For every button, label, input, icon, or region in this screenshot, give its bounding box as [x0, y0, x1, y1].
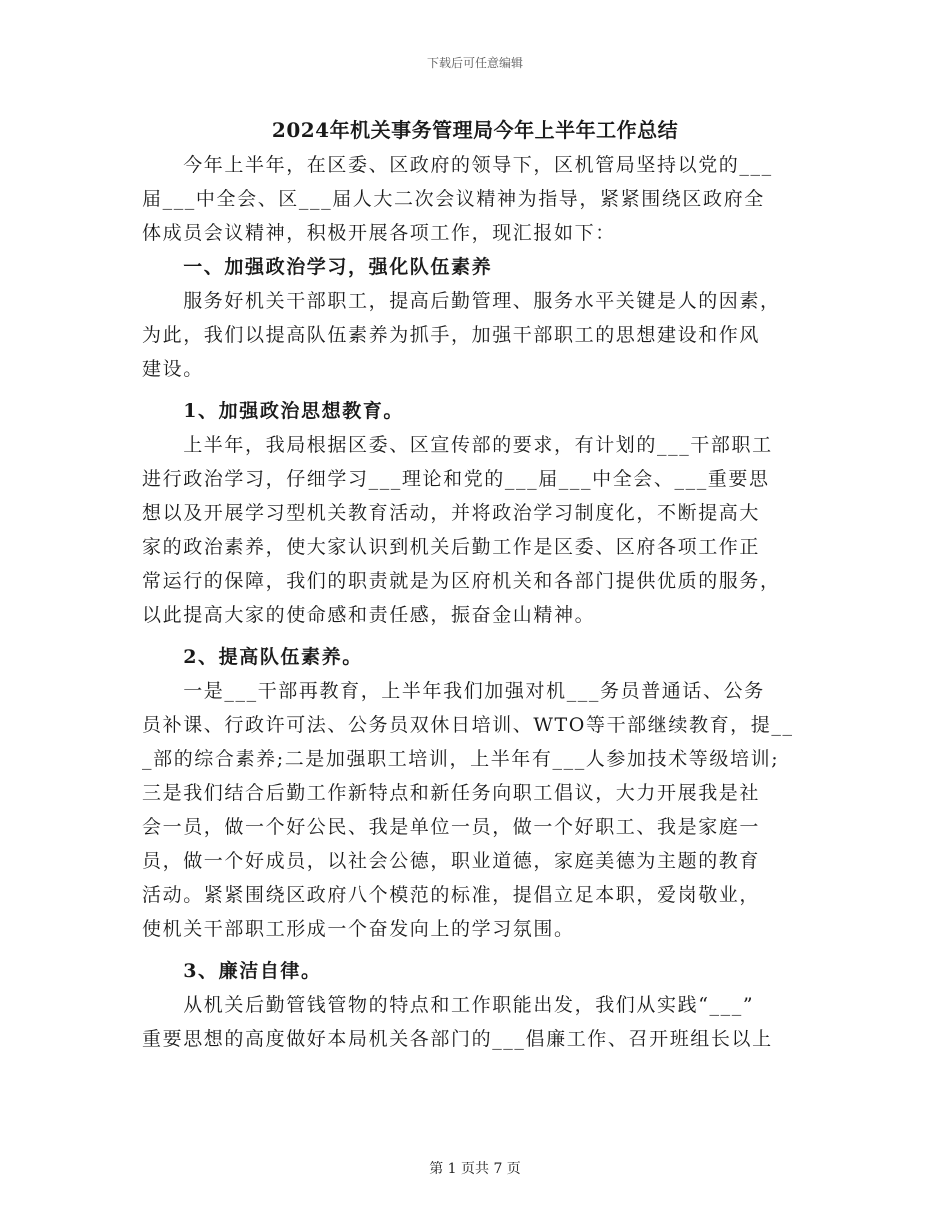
page-header: 下载后可任意编辑	[426, 56, 523, 70]
document-title: 2024年机关事务管理局今年上半年工作总结	[271, 118, 679, 142]
paragraph-line: 届___中全会、区___届人大二次会议精神为指导，紧紧围绕区政府全	[142, 188, 765, 210]
paragraph-line: 员补课、行政许可法、公务员双休日培训、WTO等干部继续教育，提__	[142, 714, 794, 736]
section-heading: 一、加强政治学习，强化队伍素养	[142, 256, 493, 278]
paragraph-line: 重要思想的高度做好本局机关各部门的___倡廉工作、召开班组长以上	[142, 1028, 773, 1050]
paragraph-line: 体成员会议精神，积极开展各项工作，现汇报如下：	[142, 222, 616, 244]
paragraph-line: 想以及开展学习型机关教育活动，并将政治学习制度化，不断提高大	[142, 502, 761, 524]
paragraph-line: 会一员，做一个好公民、我是单位一员，做一个好职工、我是家庭一	[142, 816, 761, 838]
paragraph-line: 今年上半年，在区委、区政府的领导下，区机管局坚持以党的___	[142, 154, 773, 176]
paragraph-line: 员，做一个好成员，以社会公德，职业道德，家庭美德为主题的教育	[142, 850, 761, 872]
section-heading: 3、廉洁自律。	[142, 960, 322, 982]
document-body	[142, 148, 810, 1056]
paragraph-line: 活动。紧紧围绕区政府八个模范的标准，提倡立足本职，爱岗敬业，	[142, 884, 761, 906]
paragraph-line: 上半年，我局根据区委、区宣传部的要求，有计划的___干部职工	[142, 434, 773, 456]
section-heading: 1、加强政治思想教育。	[142, 400, 405, 422]
paragraph-line: 建设。	[142, 358, 204, 380]
paragraph-line: 常运行的保障，我们的职责就是为区府机关和各部门提供优质的服务，	[142, 570, 781, 592]
paragraph-line: 进行政治学习，仔细学习___理论和党的___届___中全会、___重要思	[142, 468, 770, 490]
paragraph-line: 三是我们结合后勤工作新特点和新任务向职工倡议，大力开展我是社	[142, 782, 761, 804]
paragraph-line: 为此，我们以提高队伍素养为抓手，加强干部职工的思想建设和作风	[142, 324, 761, 346]
paragraph-line: 使机关干部职工形成一个奋发向上的学习氛围。	[142, 918, 575, 940]
paragraph-line: 家的政治素养，使大家认识到机关后勤工作是区委、区府各项工作正	[142, 536, 761, 558]
paragraph-line: 服务好机关干部职工，提高后勤管理、服务水平关键是人的因素，	[142, 290, 781, 312]
paragraph-line: 以此提高大家的使命感和责任感，振奋金山精神。	[142, 604, 596, 626]
paragraph-line: _部的综合素养;二是加强职工培训，上半年有___人参加技术等级培训;	[142, 748, 780, 770]
section-heading: 2、提高队伍素养。	[142, 646, 363, 668]
paragraph-line: 一是___干部再教育，上半年我们加强对机___务员普通话、公务	[142, 680, 765, 702]
page-number: 第 1 页共 7 页	[429, 1161, 521, 1177]
paragraph-line: 从机关后勤管钱管物的特点和工作职能出发，我们从实践“___”	[142, 994, 755, 1016]
